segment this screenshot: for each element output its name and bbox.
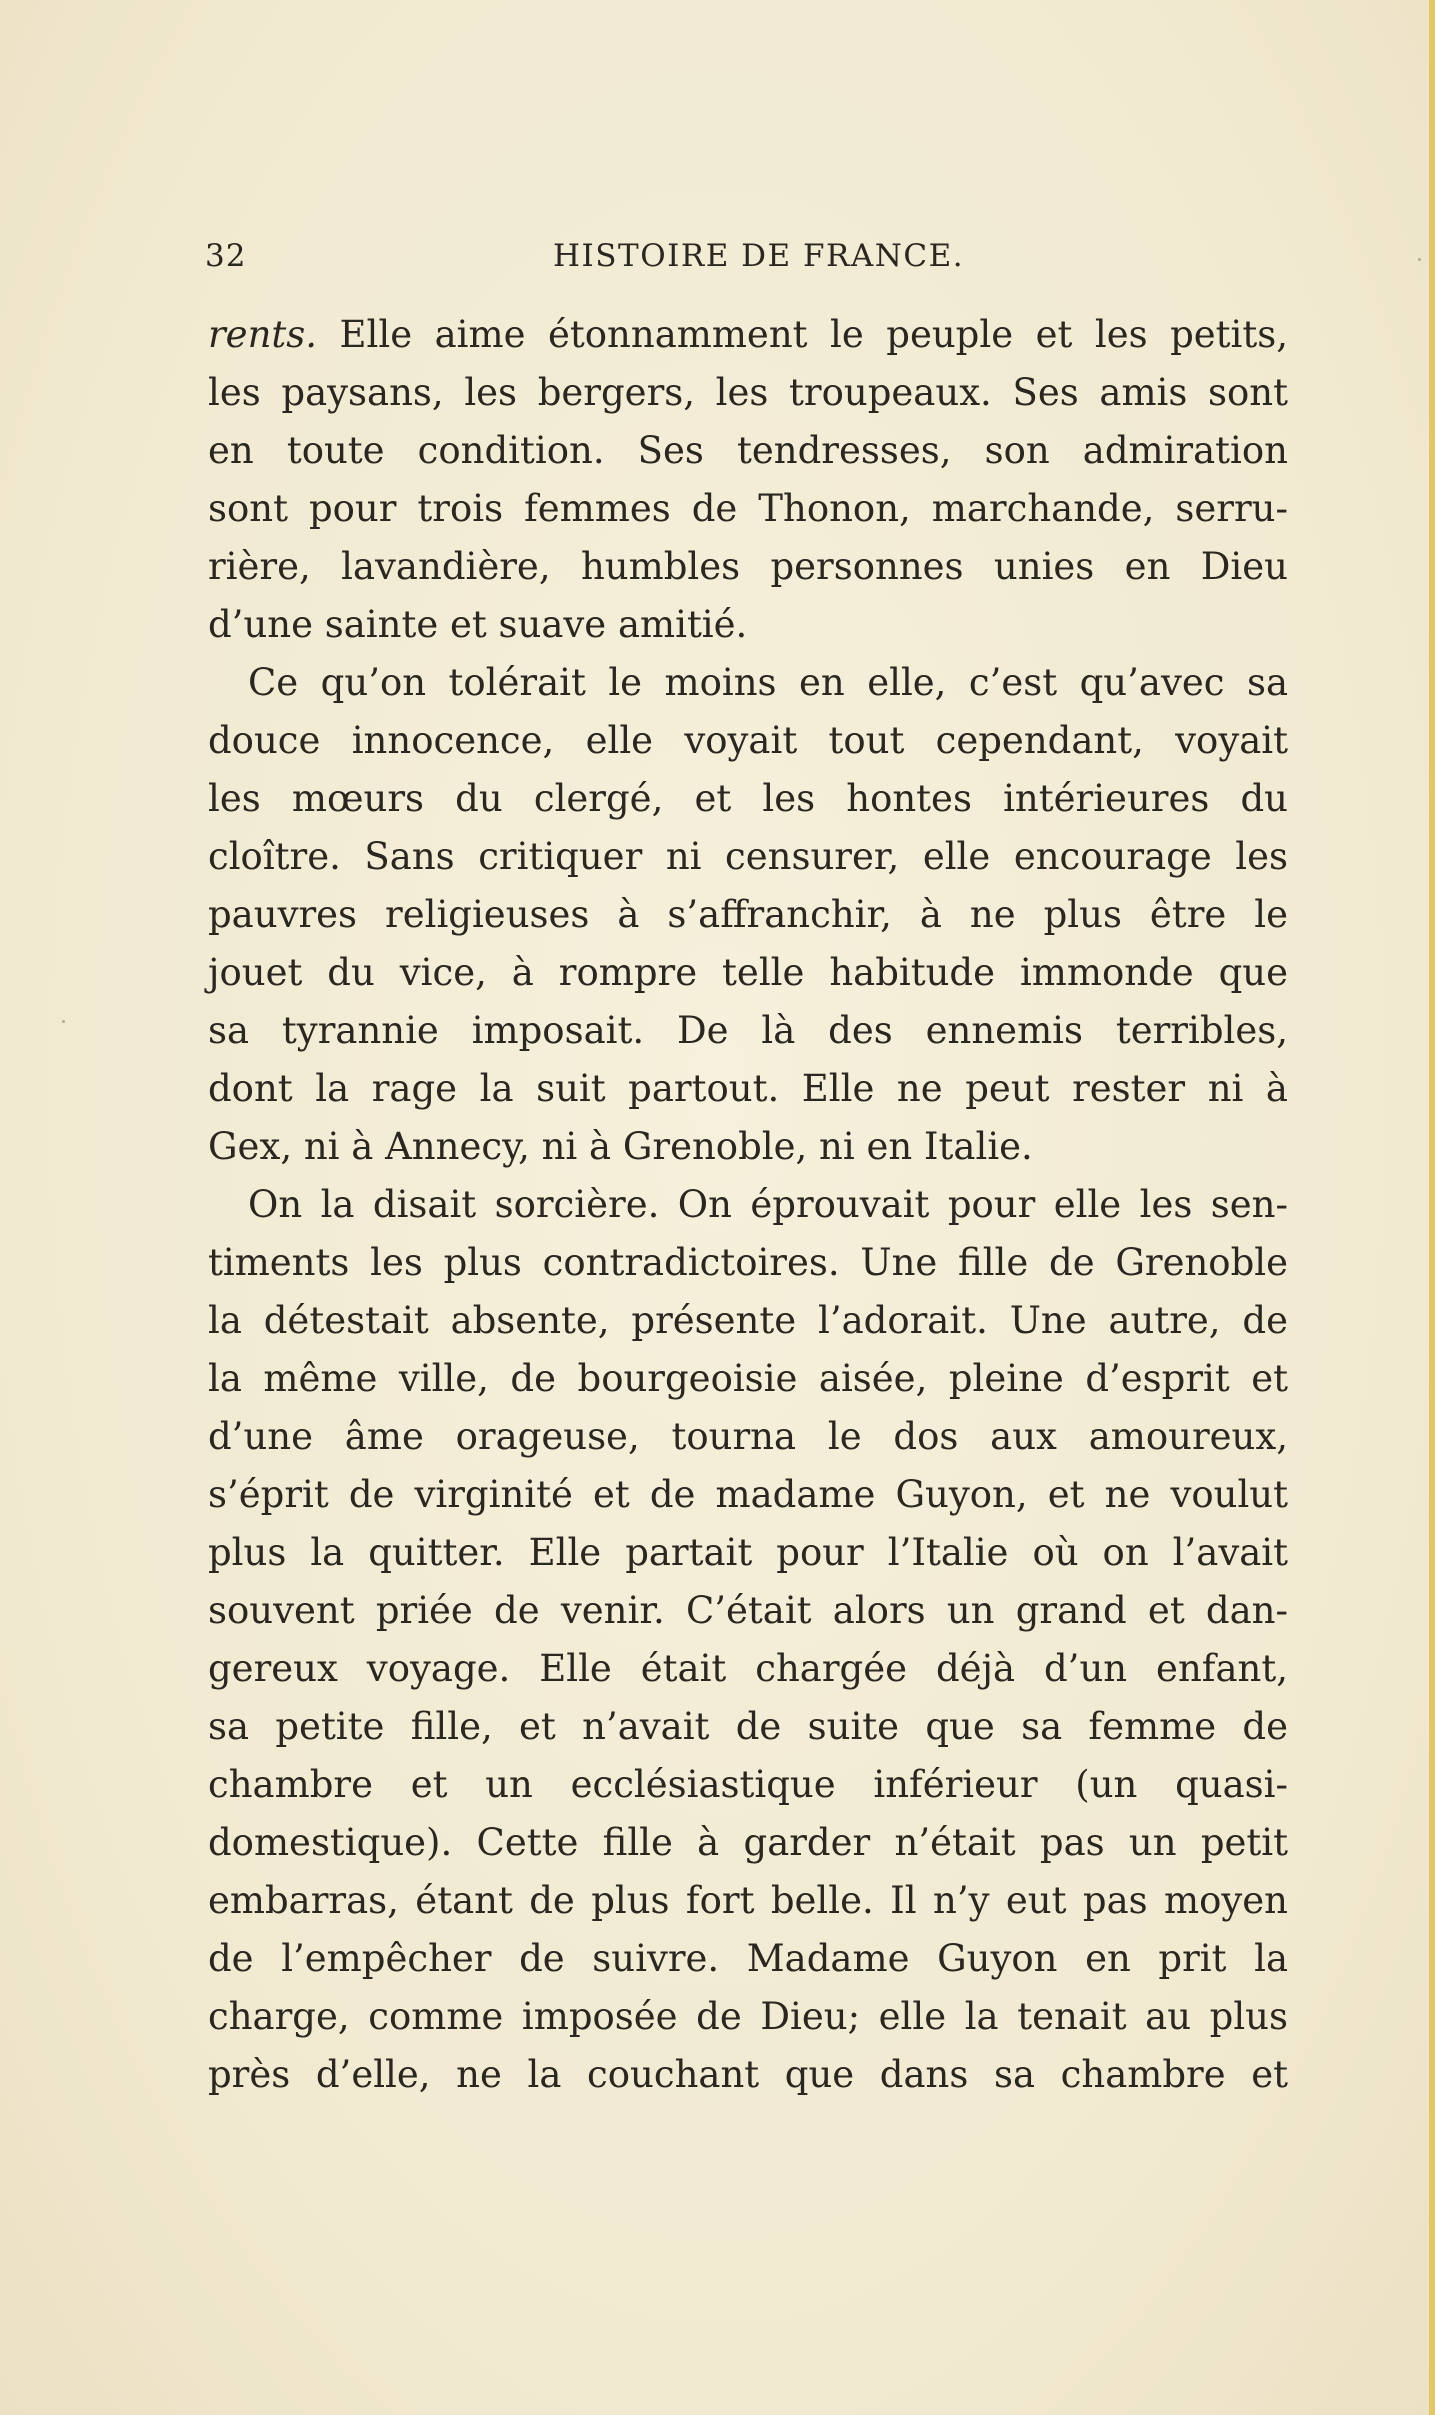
text-line: charge, comme imposée de Dieu; elle la tenait au plus [208, 1995, 1288, 2038]
text-line: gereux voyage. Elle était chargée déjà d’un enfant, [208, 1647, 1288, 1690]
text-line: sa petite fille, et n’avait de suite que sa femme de [208, 1705, 1288, 1748]
text-line: les mœurs du clergé, et les hontes intérieures du [208, 777, 1288, 820]
paper-speck [62, 1020, 65, 1023]
text-line: plus la quitter. Elle partait pour l’Italie où on l’avait [208, 1531, 1288, 1574]
running-header [205, 238, 1283, 288]
text-line: la détestait absente, présente l’adorait. Une autre, de [208, 1299, 1288, 1342]
body-text [208, 306, 1288, 2104]
text-line: timents les plus contradictoires. Une fille de Grenoble [208, 1241, 1288, 1284]
text-line: d’une âme orageuse, tourna le dos aux amoureux, [208, 1415, 1288, 1458]
text-line: Ce qu’on tolérait le moins en elle, c’est qu’avec sa [248, 661, 1288, 704]
text-line: la même ville, de bourgeoisie aisée, pleine d’esprit et [208, 1357, 1288, 1400]
text-line: sa tyrannie imposait. De là des ennemis terribles, [208, 1009, 1288, 1052]
text-line [208, 306, 1288, 364]
page-number: 32 [205, 238, 247, 274]
text-line: dont la rage la suit partout. Elle ne peut rester ni à [208, 1067, 1288, 1110]
text-line: jouet du vice, à rompre telle habitude immonde que [208, 951, 1288, 994]
text-line: douce innocence, elle voyait tout cependant, voyait [208, 719, 1288, 762]
text-line-rest: Elle aime étonnamment le peuple et les petits, [317, 313, 1288, 356]
text-line: d’une sainte et suave amitié. [208, 603, 748, 646]
italic-word: rents. [208, 313, 318, 356]
text-line: souvent priée de venir. C’était alors un grand et dan- [208, 1589, 1288, 1632]
text-line: domestique). Cette fille à garder n’était pas un petit [208, 1821, 1288, 1864]
page-edge [1429, 0, 1435, 2415]
text-line: les paysans, les bergers, les troupeaux. Ses amis sont [208, 371, 1288, 414]
text-line: chambre et un ecclésiastique inférieur (un quasi- [208, 1763, 1288, 1806]
paper-speck [1418, 258, 1421, 261]
text-line: s’éprit de virginité et de madame Guyon, et ne voulut [208, 1473, 1288, 1516]
text-line: pauvres religieuses à s’affranchir, à ne plus être le [208, 893, 1288, 936]
text-line: sont pour trois femmes de Thonon, marchande, serru- [208, 487, 1288, 530]
text-line: en toute condition. Ses tendresses, son admiration [208, 429, 1288, 472]
text-line: près d’elle, ne la couchant que dans sa chambre et [208, 2053, 1288, 2096]
text-line: On la disait sorcière. On éprouvait pour elle les sen- [248, 1183, 1288, 1226]
text-line: embarras, étant de plus fort belle. Il n’y eut pas moyen [208, 1879, 1288, 1922]
running-title: HISTOIRE DE FRANCE. [553, 238, 965, 274]
text-line: de l’empêcher de suivre. Madame Guyon en prit la [208, 1937, 1288, 1980]
text-line: cloître. Sans critiquer ni censurer, elle encourage les [208, 835, 1288, 878]
text-line: rière, lavandière, humbles personnes unies en Dieu [208, 545, 1288, 588]
text-line: Gex, ni à Annecy, ni à Grenoble, ni en Italie. [208, 1125, 1033, 1168]
